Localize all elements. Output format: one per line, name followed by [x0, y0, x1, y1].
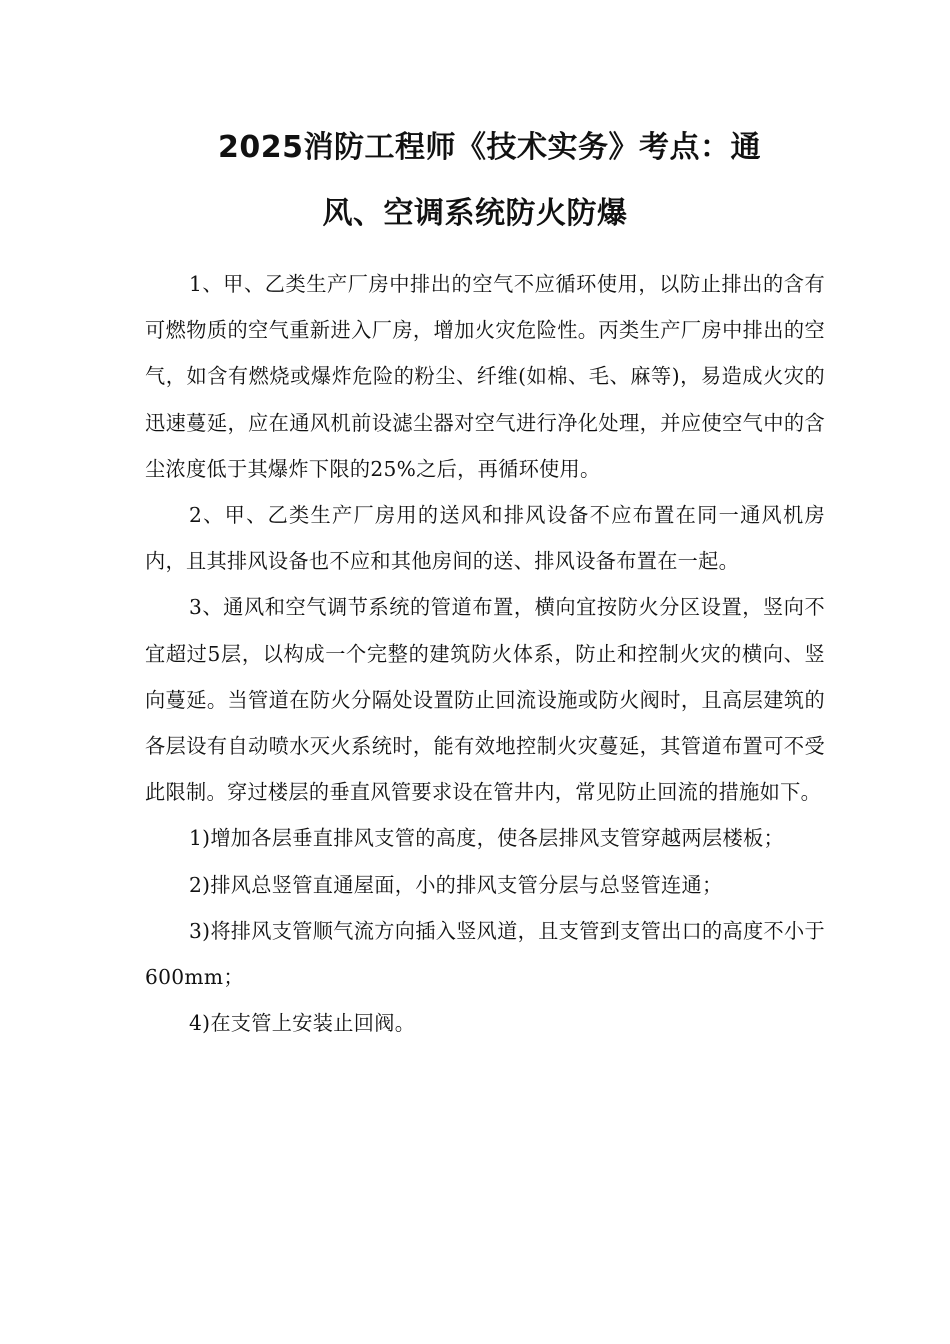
measure-item-1: 1)增加各层垂直排风支管的高度，使各层排风支管穿越两层楼板； — [189, 826, 784, 851]
page-title-line-2: 风、空调系统防火防爆 — [322, 196, 628, 231]
measure-item-3: 3)将排风支管顺气流方向插入竖风道，且支管到支管出口的高度不小于600mm； — [145, 918, 825, 990]
paragraph-3: 3、通风和空气调节系统的管道布置，横向宜按防火分区设置，竖向不宜超过5层，以构成一个完整的建筑防火体系，防止和控制火灾的横向、竖向蔓延。当管道在防火分隔处设置防止回流设施或防火阀时，且高层建筑的各层设有自动喷水灭火系统时，能有效地控制火灾蔓延，其管道布置可不受此限制。穿过楼层的垂直风管要求设在管井内，常见防止回流的措施如下。 — [145, 595, 825, 805]
paragraph-1: 1、甲、乙类生产厂房中排出的空气不应循环使用，以防止排出的含有可燃物质的空气重新进入厂房，增加火灾危险性。丙类生产厂房中排出的空气，如含有燃烧或爆炸危险的粉尘、纤维(如棉、毛、麻等)，易造成火灾的迅速蔓延，应在通风机前设滤尘器对空气进行净化处理，并应使空气中的含尘浓度低于其爆炸下限的25%之后，再循环使用。 — [145, 272, 825, 481]
page-title-line-1: 2025消防工程师《技术实务》考点：通 — [218, 130, 761, 165]
document-body — [145, 261, 825, 1046]
measure-item-4: 4)在支管上安装止回阀。 — [189, 1011, 416, 1036]
measure-item-2: 2)排风总竖管直通屋面，小的排风支管分层与总竖管连通； — [189, 872, 723, 897]
paragraph-2: 2、甲、乙类生产厂房用的送风和排风设备不应布置在同一通风机房内，且其排风设备也不应和其他房间的送、排风设备布置在一起。 — [145, 503, 825, 574]
